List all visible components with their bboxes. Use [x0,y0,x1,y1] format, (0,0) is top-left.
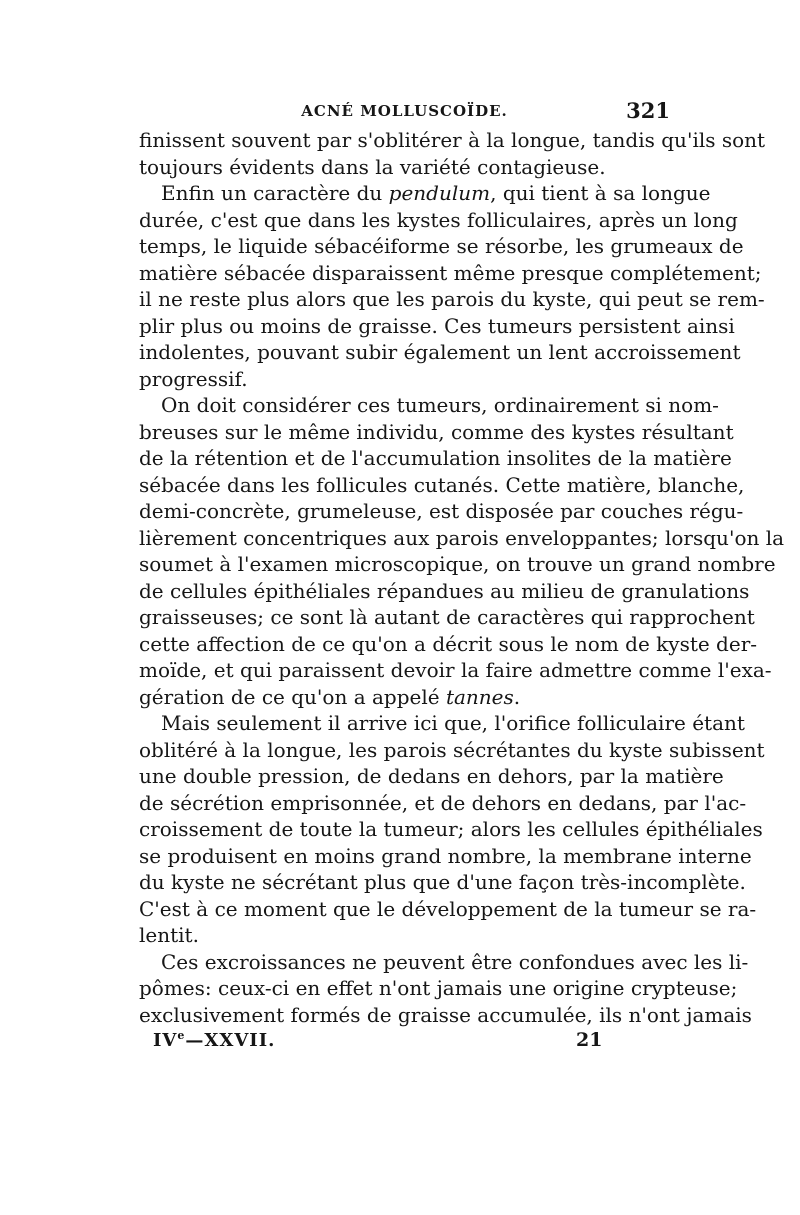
text-line [139,657,772,684]
line-text: pômes: ceux-ci en effet n'ont jamais une origine crypteuse; [139,976,738,1000]
text-line [139,1002,752,1029]
text-line [139,684,670,711]
text-line [139,975,738,1002]
text-line [139,763,724,790]
line-text: durée, c'est que dans les kystes folliculaires, après un long [139,207,738,232]
text-line [139,525,785,552]
text-line [139,260,762,287]
text-line [139,578,750,605]
line-text: C'est à ce moment que le développement de la tumeur se ra- [139,896,757,921]
line-text: On doit considérer ces tumeurs, ordinairement si nom- [161,393,719,417]
signature-roman: IV [153,1030,178,1051]
text-line [139,949,749,976]
text-line [139,816,763,843]
text-line [139,207,738,234]
line-text: de cellules épithéliales répandues au milieu de granulations [139,578,750,603]
line-text: breuses sur le même individu, comme des kystes résultant [139,419,734,444]
text-line [139,445,732,472]
text-line [139,498,744,525]
line-text: une double pression, de dedans en dehors, par la matière [139,764,724,788]
text-line [139,127,766,154]
line-text: indolentes, pouvant subir également un lent accroissement [139,340,741,364]
body-text [139,127,785,1028]
line-text: demi-concrète, grumeleuse, est disposée par couches régu- [139,499,744,523]
line-text-after: . [513,684,521,709]
text-line [139,419,734,446]
line-text: finissent souvent par s'oblitérer à la longue, tandis qu'ils sont [139,128,766,152]
line-text: matière sébacée disparaissent même presque complétement; [139,260,762,285]
line-text: progressif. [139,366,248,391]
line-text: se produisent en moins grand nombre, la membrane interne [139,843,752,868]
text-line [139,790,747,817]
line-text: Enfin un caractère du [161,181,389,205]
line-text: plir plus ou moins de graisse. Ces tumeurs persistent ainsi [139,313,735,338]
text-line [139,366,670,393]
running-title: ACNÉ MOLLUSCOÏDE. [301,102,508,120]
line-text: exclusivement formés de graisse accumulée, ils n'ont jamais [139,1002,752,1027]
text-line [139,896,757,923]
line-text: graisseuses; ce sont là autant de caractères qui rapprochent [139,605,755,629]
text-line [139,737,765,764]
text-line [139,339,741,366]
line-text: lièrement concentriques aux parois enveloppantes; lorsqu'on la [139,525,785,550]
line-text-after: , qui tient à sa longue [490,181,711,205]
page-number: 321 [626,98,670,123]
text-line [139,710,745,737]
page-footer [139,1029,670,1057]
text-line [139,551,776,578]
text-line [139,286,765,313]
line-text: de la rétention et de l'accumulation insolites de la matière [139,446,732,470]
line-text: Ces excroissances ne peuvent être confondues avec les li- [161,949,749,974]
text-line [139,233,744,260]
line-text: sébacée dans les follicules cutanés. Cette matière, blanche, [139,472,745,497]
signature-superscript: e [177,1029,186,1042]
text-line [139,313,735,340]
line-text: temps, le liquide sébacéiforme se résorbe, les grumeaux de [139,234,744,258]
line-text: gération de ce qu'on a appelé [139,684,446,709]
signature-number: 21 [576,1029,603,1051]
line-text: soumet à l'examen microscopique, on trouve un grand nombre [139,552,776,576]
text-line [139,392,719,419]
text-line [139,631,758,658]
line-text: cette affection de ce qu'on a décrit sous le nom de kyste der- [139,631,758,656]
line-text: lentit. [139,923,199,947]
text-line [139,472,745,499]
line-text: du kyste ne sécrétant plus que d'une façon très-incomplète. [139,870,746,894]
line-text: moïde, et qui paraissent devoir la faire admettre comme l'exa- [139,658,772,682]
text-line [139,869,746,896]
italic-term: pendulum [388,181,491,205]
italic-term: tannes [445,684,514,709]
signature-rest: —XXVII. [185,1030,276,1051]
line-text: croissement de toute la tumeur; alors les cellules épithéliales [139,817,763,841]
text-line [139,843,752,870]
page-header [139,98,670,128]
line-text: toujours évidents dans la variété contagieuse. [139,154,606,179]
line-text: de sécrétion emprisonnée, et de dehors en dedans, par l'ac- [139,790,747,815]
text-line [139,154,670,181]
printer-signature [153,1029,275,1051]
text-line [139,180,711,207]
line-text: oblitéré à la longue, les parois sécrétantes du kyste subissent [139,737,765,762]
line-text: Mais seulement il arrive ici que, l'orifice folliculaire étant [161,711,745,735]
line-text: il ne reste plus alors que les parois du kyste, qui peut se rem- [139,287,765,311]
text-line [139,922,670,949]
text-line [139,604,755,631]
